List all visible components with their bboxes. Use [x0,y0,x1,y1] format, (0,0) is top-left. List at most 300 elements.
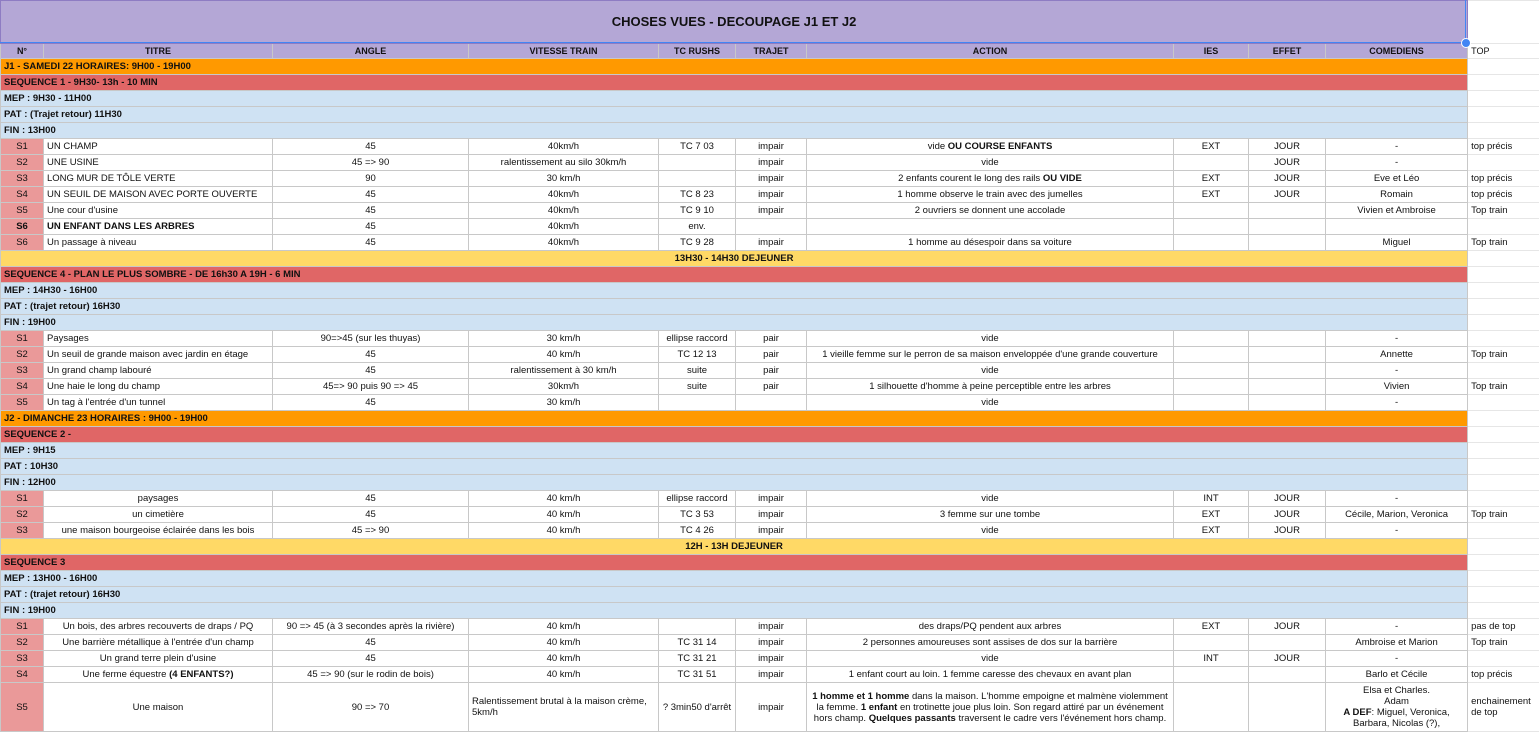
titre-cell[interactable]: Une cour d'usine [44,203,273,219]
comediens-cell[interactable]: - [1326,651,1468,667]
top-cell[interactable] [1468,251,1539,267]
angle-cell[interactable]: 90=>45 (sur les thuyas) [273,331,469,347]
angle-cell[interactable]: 90 => 45 (à 3 secondes après la rivière) [273,619,469,635]
titre-cell[interactable]: une maison bourgeoise éclairée dans les bois [44,523,273,539]
shot-number-cell[interactable]: S2 [1,155,44,171]
top-cell[interactable]: Top train [1468,379,1539,395]
info-label[interactable]: FIN : 19H00 [1,603,1468,619]
top-cell[interactable] [1468,587,1539,603]
titre-cell[interactable]: UN SEUIL DE MAISON AVEC PORTE OUVERTE [44,187,273,203]
info-label[interactable]: PAT : 10H30 [1,459,1468,475]
info-label[interactable]: MEP : 14H30 - 16H00 [1,283,1468,299]
ies-cell[interactable]: EXT [1174,507,1249,523]
shot-number-cell[interactable]: S5 [1,395,44,411]
seq-label[interactable]: SEQUENCE 2 - [1,427,1468,443]
ies-cell[interactable] [1174,379,1249,395]
shot-number-cell[interactable]: S4 [1,667,44,683]
shot-number-cell[interactable]: S1 [1,331,44,347]
day-label[interactable]: J2 - DIMANCHE 23 HORAIRES : 9H00 - 19H00 [1,411,1468,427]
titre-cell[interactable]: un cimetière [44,507,273,523]
action-cell[interactable]: 2 enfants courent le long des rails OU VIDE [807,171,1174,187]
effet-cell[interactable] [1249,395,1326,411]
ies-cell[interactable]: EXT [1174,187,1249,203]
info-row [1,587,1539,603]
effet-cell[interactable]: JOUR [1249,187,1326,203]
lunch-row [1,539,1539,555]
top-cell[interactable] [1468,491,1539,507]
vitesse-train-cell[interactable]: 40km/h [469,235,659,251]
shot-row [1,187,1539,203]
info-row [1,603,1539,619]
angle-cell[interactable]: 45 [273,187,469,203]
shot-number-cell[interactable]: S6 [1,219,44,235]
info-label[interactable]: FIN : 19H00 [1,315,1468,331]
comediens-cell[interactable]: Vivien [1326,379,1468,395]
top-cell[interactable] [1468,219,1539,235]
titre-cell[interactable]: Une haie le long du champ [44,379,273,395]
trajet-cell[interactable]: impair [736,491,807,507]
info-label[interactable]: MEP : 13H00 - 16H00 [1,571,1468,587]
header-row [1,44,1539,59]
ies-cell[interactable] [1174,683,1249,732]
vitesse-train-cell[interactable]: 40 km/h [469,619,659,635]
trajet-cell[interactable]: impair [736,523,807,539]
shot-number-cell[interactable]: S4 [1,379,44,395]
column-header-ies[interactable]: IES [1174,44,1249,59]
shot-row [1,155,1539,171]
tc-rushs-cell[interactable]: env. [659,219,736,235]
comediens-cell[interactable]: Elsa et Charles. Adam A DEF: Miguel, Veronica, Barbara, Nicolas (?), [1326,683,1468,732]
tc-rushs-cell[interactable]: TC 31 14 [659,635,736,651]
titre-cell[interactable]: Un passage à niveau [44,235,273,251]
top-cell[interactable] [1468,363,1539,379]
selection-handle[interactable] [1461,38,1471,48]
lunch-label[interactable]: 12H - 13H DEJEUNER [1,539,1468,555]
vitesse-train-cell[interactable]: 40 km/h [469,507,659,523]
column-header-comediens[interactable]: COMEDIENS [1326,44,1468,59]
trajet-cell[interactable]: impair [736,171,807,187]
info-row [1,283,1539,299]
top-cell[interactable] [1468,571,1539,587]
action-cell[interactable]: 1 silhouette d'homme à peine perceptible entre les arbres [807,379,1174,395]
selection-border [0,42,1466,43]
info-row [1,459,1539,475]
info-label[interactable]: PAT : (trajet retour) 16H30 [1,299,1468,315]
angle-cell[interactable]: 45 [273,203,469,219]
angle-cell[interactable]: 45 [273,363,469,379]
top-cell[interactable] [1468,539,1539,555]
tc-rushs-cell[interactable]: TC 31 51 [659,667,736,683]
trajet-cell[interactable]: impair [736,651,807,667]
shot-number-cell[interactable]: S1 [1,139,44,155]
comediens-cell[interactable]: Cécile, Marion, Veronica [1326,507,1468,523]
column-header-num[interactable]: N° [1,44,44,59]
tc-rushs-cell[interactable]: TC 8 23 [659,187,736,203]
top-cell[interactable]: Top train [1468,635,1539,651]
top-cell[interactable] [1468,331,1539,347]
top-cell[interactable] [1468,475,1539,491]
action-cell[interactable]: vide [807,651,1174,667]
effet-cell[interactable] [1249,635,1326,651]
info-label[interactable]: FIN : 12H00 [1,475,1468,491]
top-cell[interactable] [1468,267,1539,283]
top-cell[interactable] [1468,299,1539,315]
effet-cell[interactable]: JOUR [1249,171,1326,187]
day-label[interactable]: J1 - SAMEDI 22 HORAIRES: 9H00 - 19H00 [1,59,1468,75]
info-row [1,107,1539,123]
top-cell[interactable] [1468,459,1539,475]
shot-number-cell[interactable]: S2 [1,635,44,651]
titre-cell[interactable]: Une barrière métallique à l'entrée d'un champ [44,635,273,651]
comediens-cell[interactable]: Miguel [1326,235,1468,251]
tc-rushs-cell[interactable]: TC 31 21 [659,651,736,667]
top-cell[interactable] [1468,443,1539,459]
comediens-cell[interactable]: - [1326,139,1468,155]
tc-rushs-cell[interactable] [659,171,736,187]
trajet-cell[interactable]: impair [736,667,807,683]
info-row [1,299,1539,315]
trajet-cell[interactable]: pair [736,347,807,363]
info-row [1,475,1539,491]
top-cell[interactable] [1468,651,1539,667]
effet-cell[interactable]: JOUR [1249,155,1326,171]
effet-cell[interactable] [1249,667,1326,683]
shot-number-cell[interactable]: S6 [1,235,44,251]
vitesse-train-cell[interactable]: Ralentissement brutal à la maison crème, 5km/h [469,683,659,732]
comediens-cell[interactable]: - [1326,491,1468,507]
action-cell[interactable] [807,219,1174,235]
angle-cell[interactable]: 45 [273,635,469,651]
comediens-cell[interactable]: Eve et Léo [1326,171,1468,187]
action-cell[interactable]: des draps/PQ pendent aux arbres [807,619,1174,635]
vitesse-train-cell[interactable]: 40 km/h [469,491,659,507]
angle-cell[interactable]: 45 [273,219,469,235]
titre-cell[interactable]: UNE USINE [44,155,273,171]
top-cell[interactable] [1468,59,1539,75]
shot-number-cell[interactable]: S3 [1,651,44,667]
top-cell[interactable] [1468,283,1539,299]
ies-cell[interactable]: EXT [1174,523,1249,539]
effet-cell[interactable] [1249,683,1326,732]
tc-rushs-cell[interactable]: TC 9 28 [659,235,736,251]
info-label[interactable]: FIN : 13H00 [1,123,1468,139]
top-cell[interactable] [1468,395,1539,411]
tc-rushs-cell[interactable]: TC 3 53 [659,507,736,523]
titre-cell[interactable]: Paysages [44,331,273,347]
top-cell[interactable]: top précis [1468,667,1539,683]
shot-number-cell[interactable]: S1 [1,491,44,507]
action-cell[interactable]: 1 homme et 1 homme dans la maison. L'homme empoigne et malmène violemment la femme. 1 enfant en trotinette joue plus loin. Son regard attiré par un événement hors champ. Quelques passants traversent le cadre vers l'événement hors champ. [807,683,1174,732]
action-cell[interactable]: 1 homme au désespoir dans sa voiture [807,235,1174,251]
angle-cell[interactable]: 45 [273,347,469,363]
titre-cell[interactable]: Un bois, des arbres recouverts de draps / PQ [44,619,273,635]
effet-cell[interactable]: JOUR [1249,619,1326,635]
shot-row [1,347,1539,363]
angle-cell[interactable]: 45 [273,395,469,411]
ies-cell[interactable] [1174,219,1249,235]
ies-cell[interactable] [1174,667,1249,683]
shot-number-cell[interactable]: S5 [1,203,44,219]
angle-cell[interactable]: 45 [273,491,469,507]
shot-row [1,683,1539,732]
ies-cell[interactable] [1174,235,1249,251]
action-cell[interactable]: vide [807,331,1174,347]
action-cell[interactable]: vide [807,491,1174,507]
column-header-effet[interactable]: EFFET [1249,44,1326,59]
top-cell[interactable] [1468,155,1539,171]
comediens-cell[interactable]: - [1326,331,1468,347]
action-cell[interactable]: vide [807,155,1174,171]
effet-cell[interactable]: JOUR [1249,523,1326,539]
titre-cell[interactable]: paysages [44,491,273,507]
shot-row [1,219,1539,235]
effet-cell[interactable] [1249,347,1326,363]
shot-number-cell[interactable]: S1 [1,619,44,635]
titre-cell[interactable]: Un grand terre plein d'usine [44,651,273,667]
top-cell[interactable] [1468,315,1539,331]
shot-number-cell[interactable]: S3 [1,363,44,379]
action-cell[interactable]: 1 vieille femme sur le perron de sa maison enveloppée d'une grande couverture [807,347,1174,363]
effet-cell[interactable]: JOUR [1249,139,1326,155]
column-header-tc-rushs[interactable]: TC RUSHS [659,44,736,59]
top-cell[interactable]: pas de top [1468,619,1539,635]
comediens-cell[interactable] [1326,219,1468,235]
ies-cell[interactable] [1174,635,1249,651]
effet-cell[interactable] [1249,219,1326,235]
seq-label[interactable]: SEQUENCE 1 - 9H30- 13h - 10 MIN [1,75,1468,91]
comediens-cell[interactable]: Vivien et Ambroise [1326,203,1468,219]
info-label[interactable]: PAT : (Trajet retour) 11H30 [1,107,1468,123]
top-cell[interactable] [1468,75,1539,91]
seq-label[interactable]: SEQUENCE 4 - PLAN LE PLUS SOMBRE - DE 16h30 A 19H - 6 MIN [1,267,1468,283]
ies-cell[interactable]: INT [1174,651,1249,667]
vitesse-train-cell[interactable]: 40km/h [469,203,659,219]
tc-rushs-cell[interactable] [659,155,736,171]
titre-cell[interactable]: Une maison [44,683,273,732]
ies-cell[interactable]: EXT [1174,619,1249,635]
top-cell[interactable]: enchainement de top [1468,683,1539,732]
top-cell[interactable] [1468,91,1539,107]
effet-cell[interactable]: JOUR [1249,651,1326,667]
trajet-cell[interactable]: pair [736,363,807,379]
ies-cell[interactable] [1174,347,1249,363]
trajet-cell[interactable]: pair [736,331,807,347]
top-cell[interactable]: top précis [1468,187,1539,203]
comediens-cell[interactable]: - [1326,523,1468,539]
vitesse-train-cell[interactable]: 40km/h [469,187,659,203]
column-header-top[interactable]: TOP [1468,44,1539,59]
shot-row [1,379,1539,395]
column-header-angle[interactable]: ANGLE [273,44,469,59]
effet-cell[interactable]: JOUR [1249,491,1326,507]
top-cell[interactable] [1468,427,1539,443]
angle-cell[interactable]: 90 => 70 [273,683,469,732]
effet-cell[interactable] [1249,379,1326,395]
day-row [1,59,1539,75]
trajet-cell[interactable]: impair [736,619,807,635]
angle-cell[interactable]: 45 [273,651,469,667]
trajet-cell[interactable]: impair [736,139,807,155]
top-cell[interactable] [1468,523,1539,539]
action-cell[interactable]: 1 homme observe le train avec des jumelles [807,187,1174,203]
comediens-cell[interactable]: - [1326,155,1468,171]
vitesse-train-cell[interactable]: 40 km/h [469,347,659,363]
tc-rushs-cell[interactable]: suite [659,363,736,379]
trajet-cell[interactable]: impair [736,235,807,251]
trajet-cell[interactable]: impair [736,683,807,732]
top-cell[interactable] [1468,603,1539,619]
ies-cell[interactable]: EXT [1174,139,1249,155]
titre-cell[interactable]: Un seuil de grande maison avec jardin en étage [44,347,273,363]
tc-rushs-cell[interactable]: suite [659,379,736,395]
ies-cell[interactable] [1174,155,1249,171]
lunch-label[interactable]: 13H30 - 14H30 DEJEUNER [1,251,1468,267]
angle-cell[interactable]: 90 [273,171,469,187]
titre-cell[interactable]: Une ferme équestre (4 ENFANTS?) [44,667,273,683]
action-cell[interactable]: vide [807,523,1174,539]
effet-cell[interactable]: JOUR [1249,507,1326,523]
comediens-cell[interactable]: Ambroise et Marion [1326,635,1468,651]
trajet-cell[interactable]: pair [736,379,807,395]
column-header-titre[interactable]: TITRE [44,44,273,59]
vitesse-train-cell[interactable]: 40 km/h [469,651,659,667]
comediens-cell[interactable]: Barlo et Cécile [1326,667,1468,683]
top-cell[interactable] [1468,107,1539,123]
top-cell[interactable]: top précis [1468,171,1539,187]
ies-cell[interactable] [1174,363,1249,379]
trajet-cell[interactable]: impair [736,203,807,219]
trajet-cell[interactable]: impair [736,155,807,171]
info-label[interactable]: MEP : 9H30 - 11H00 [1,91,1468,107]
trajet-cell[interactable] [736,219,807,235]
vitesse-train-cell[interactable]: 40km/h [469,219,659,235]
top-cell[interactable]: Top train [1468,507,1539,523]
angle-cell[interactable]: 45 => 90 (sur le rodin de bois) [273,667,469,683]
tc-rushs-cell[interactable]: TC 4 26 [659,523,736,539]
angle-cell[interactable]: 45 [273,235,469,251]
vitesse-train-cell[interactable]: 30km/h [469,379,659,395]
comediens-cell[interactable]: Annette [1326,347,1468,363]
effet-cell[interactable] [1249,363,1326,379]
action-cell[interactable]: vide [807,363,1174,379]
sheet-title[interactable]: CHOSES VUES - DECOUPAGE J1 ET J2 [1,1,1468,44]
vitesse-train-cell[interactable]: ralentissement à 30 km/h [469,363,659,379]
action-cell[interactable]: 2 ouvriers se donnent une accolade [807,203,1174,219]
top-cell[interactable] [1468,123,1539,139]
vitesse-train-cell[interactable]: ralentissement au silo 30km/h [469,155,659,171]
vitesse-train-cell[interactable]: 30 km/h [469,395,659,411]
titre-cell[interactable]: Un grand champ labouré [44,363,273,379]
titre-cell[interactable]: Un tag à l'entrée d'un tunnel [44,395,273,411]
trajet-cell[interactable]: impair [736,187,807,203]
tc-rushs-cell[interactable]: ellipse raccord [659,331,736,347]
tc-rushs-cell[interactable]: TC 7 03 [659,139,736,155]
angle-cell[interactable]: 45 [273,139,469,155]
shot-number-cell[interactable]: S2 [1,507,44,523]
shot-row [1,203,1539,219]
action-cell[interactable]: vide [807,395,1174,411]
vitesse-train-cell[interactable]: 30 km/h [469,171,659,187]
vitesse-train-cell[interactable]: 40 km/h [469,523,659,539]
tc-rushs-cell[interactable]: ellipse raccord [659,491,736,507]
tc-rushs-cell[interactable] [659,619,736,635]
tc-rushs-cell[interactable]: TC 12 13 [659,347,736,363]
shot-row [1,139,1539,155]
top-cell[interactable]: Top train [1468,347,1539,363]
shot-number-cell[interactable]: S3 [1,523,44,539]
effet-cell[interactable] [1249,331,1326,347]
vitesse-train-cell[interactable]: 40km/h [469,139,659,155]
column-header-vitesse-train[interactable]: VITESSE TRAIN [469,44,659,59]
titre-cell[interactable]: UN CHAMP [44,139,273,155]
empty-cell[interactable] [1468,1,1539,44]
trajet-cell[interactable]: impair [736,635,807,651]
angle-cell[interactable]: 45=> 90 puis 90 => 45 [273,379,469,395]
ies-cell[interactable] [1174,395,1249,411]
comediens-cell[interactable]: - [1326,619,1468,635]
angle-cell[interactable]: 45 => 90 [273,155,469,171]
shot-number-cell[interactable]: S4 [1,187,44,203]
comediens-cell[interactable]: - [1326,363,1468,379]
vitesse-train-cell[interactable]: 40 km/h [469,667,659,683]
seq-row [1,555,1539,571]
top-cell[interactable]: Top train [1468,235,1539,251]
action-cell[interactable]: vide OU COURSE ENFANTS [807,139,1174,155]
ies-cell[interactable] [1174,203,1249,219]
top-cell[interactable] [1468,411,1539,427]
shot-row [1,235,1539,251]
vitesse-train-cell[interactable]: 40 km/h [469,635,659,651]
action-cell[interactable]: 2 personnes amoureuses sont assises de dos sur la barrière [807,635,1174,651]
angle-cell[interactable]: 45 => 90 [273,523,469,539]
vitesse-train-cell[interactable]: 30 km/h [469,331,659,347]
action-cell[interactable]: 1 enfant court au loin. 1 femme caresse des chevaux en avant plan [807,667,1174,683]
shot-row [1,667,1539,683]
info-label[interactable]: MEP : 9H15 [1,443,1468,459]
shot-number-cell[interactable]: S3 [1,171,44,187]
ies-cell[interactable] [1174,331,1249,347]
shot-number-cell[interactable]: S2 [1,347,44,363]
seq-label[interactable]: SEQUENCE 3 [1,555,1468,571]
angle-cell[interactable]: 45 [273,507,469,523]
comediens-cell[interactable]: Romain [1326,187,1468,203]
effet-cell[interactable] [1249,203,1326,219]
ies-cell[interactable]: INT [1174,491,1249,507]
seq-row [1,267,1539,283]
comediens-cell[interactable]: - [1326,395,1468,411]
title-row [1,1,1539,44]
info-label[interactable]: PAT : (trajet retour) 16H30 [1,587,1468,603]
column-header-trajet[interactable]: TRAJET [736,44,807,59]
ies-cell[interactable]: EXT [1174,171,1249,187]
shot-row [1,507,1539,523]
top-cell[interactable]: Top train [1468,203,1539,219]
tc-rushs-cell[interactable]: ? 3min50 d'arrêt [659,683,736,732]
top-cell[interactable]: top précis [1468,139,1539,155]
titre-cell[interactable]: UN ENFANT DANS LES ARBRES [44,219,273,235]
column-header-action[interactable]: ACTION [807,44,1174,59]
shot-row [1,619,1539,635]
top-cell[interactable] [1468,555,1539,571]
trajet-cell[interactable] [736,395,807,411]
effet-cell[interactable] [1249,235,1326,251]
action-cell[interactable]: 3 femme sur une tombe [807,507,1174,523]
tc-rushs-cell[interactable] [659,395,736,411]
tc-rushs-cell[interactable]: TC 9 10 [659,203,736,219]
shot-number-cell[interactable]: S5 [1,683,44,732]
trajet-cell[interactable]: impair [736,507,807,523]
titre-cell[interactable]: LONG MUR DE TÔLE VERTE [44,171,273,187]
